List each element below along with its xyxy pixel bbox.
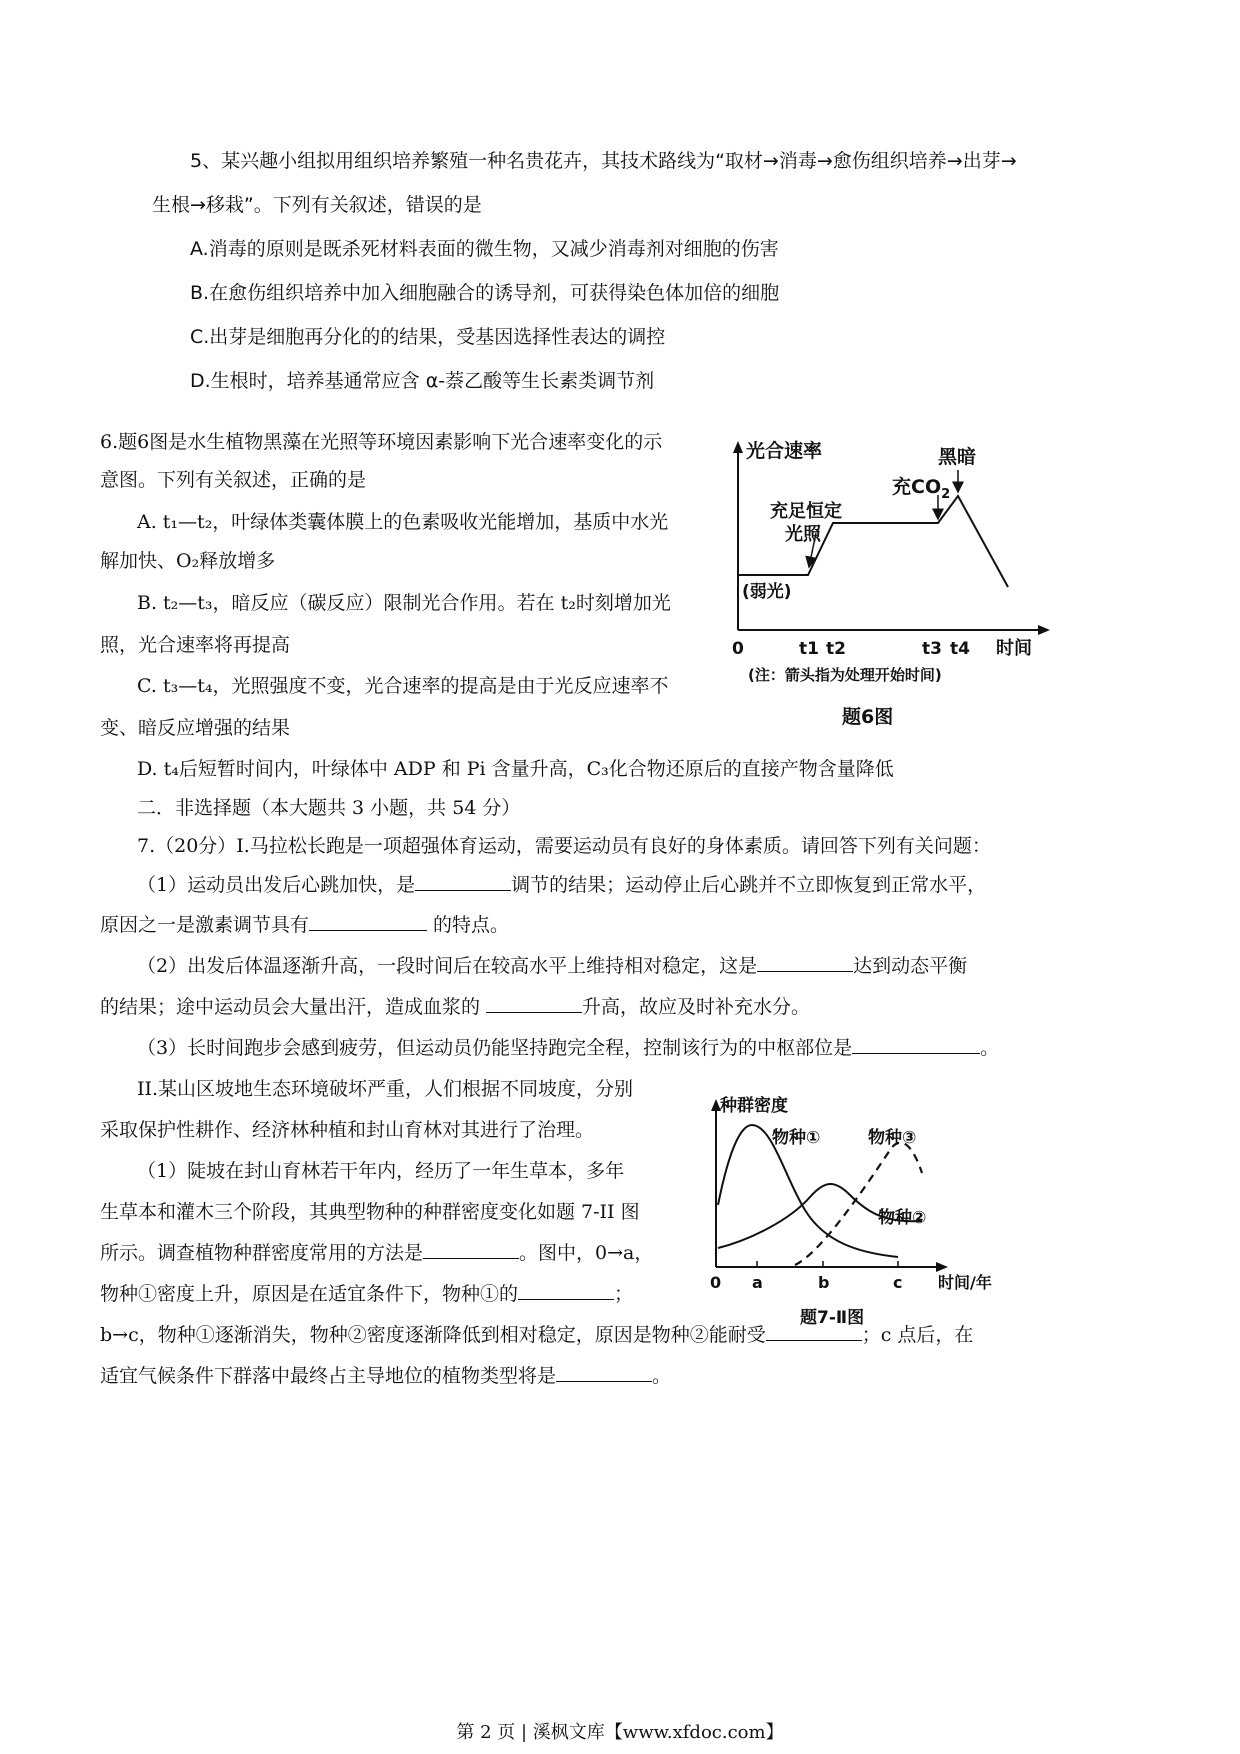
q7-1-line2 [100,912,509,938]
q6-stem-line2: 意图。下列有关叙述，正确的是 [100,469,367,491]
q7-2-blank-1 [757,953,853,972]
q6-note: (注：箭头指为处理开始时间) [748,666,942,684]
q7-1-text-c: 原因之一是激素调节具有 [100,914,310,936]
q7-ii-line8 [100,1363,671,1389]
q7-x-axis-arrow [936,1262,948,1272]
q7-ii-blank-dominant [556,1363,652,1382]
q6-figure [720,425,1160,735]
q7-1-text-a: （1）运动员出发后心跳加快，是 [137,874,416,896]
q7-ii-text-6b: ； [614,1283,634,1305]
q7-label-species1: 物种① [772,1128,821,1148]
q6-label-dark: 黑暗 [938,446,977,468]
q6-label-light-1: 充足恒定 [770,501,842,522]
q6-tick-t3: t3 [922,639,942,659]
q7-2-text-a: （2）出发后体温逐渐升高，一段时间后在较高水平上维持相对稳定，这是 [137,955,758,977]
q6-y-label: 光合速率 [746,440,823,462]
q7-3-text-a: （3）长时间跑步会感到疲劳，但运动员仍能坚持跑完全程，控制该行为的中枢部位是 [137,1037,853,1059]
q7-1-line1 [137,872,986,898]
q5-option-a: A.消毒的原则是既杀死材料表面的微生物，又减少消毒剂对细胞的伤害 [190,238,779,260]
q7-tick-b: b [818,1273,830,1292]
q7-ii-text-7b: ；c 点后，在 [861,1324,974,1346]
q5-option-b: B.在愈伤组织培养中加入细胞融合的诱导剂，可获得染色体加倍的细胞 [190,282,780,304]
q6-label-co2-sub: 2 [941,487,951,502]
q6-option-b-line2: 照，光合速率将再提高 [100,634,291,656]
q5-stem-line2: 生根→移栽”。下列有关叙述，错误的是 [152,194,482,216]
q6-tick-t4: t4 [950,639,970,659]
q7-ii-text-5b: 。图中，0→a， [519,1242,654,1264]
q6-tick-t1: t1 [799,639,819,659]
page-footer: 第 2 页 | 溪枫文库【www.xfdoc.com】 [456,1722,784,1743]
q6-option-c-line1: C. t₃—t₄，光照强度不变，光合速率的提高是由于光反应速率不 [137,675,669,697]
q6-label-co2-text: 充CO [892,476,942,498]
q7-ii-text-6a: 物种①密度上升，原因是在适宜条件下，物种①的 [100,1283,519,1305]
q7-2-line1 [137,953,967,979]
q7-1-blank-1 [415,872,511,891]
q7-2-text-d: 升高，故应及时补充水分。 [582,996,811,1018]
q7-y-label: 种群密度 [720,1096,788,1116]
q7-ii-line6 [100,1281,633,1307]
q7-1-blank-2 [309,912,427,931]
q7-3-blank [852,1035,980,1054]
q7-tick-0: 0 [710,1273,722,1292]
section-2-heading: 二．非选择题（本大题共 3 小题，共 54 分） [137,797,521,819]
q7-ii-blank-species1 [518,1281,614,1300]
q7-figure [700,1085,1030,1330]
q5-option-d: D.生根时，培养基通常应含 α-萘乙酸等生长素类调节剂 [190,370,655,392]
q7-label-species2: 物种② [878,1208,927,1228]
q7-ii-text-5a: 所示。调查植物种群密度常用的方法是 [100,1242,424,1264]
q7-caption: 题7-Ⅱ图 [800,1308,865,1328]
q6-option-a-line1: A. t₁—t₂，叶绿体类囊体膜上的色素吸收光能增加，基质中水光 [137,511,669,533]
q7-2-blank-2 [486,994,582,1013]
q6-stem-line1: 6.题6图是水生植物黑藻在光照等环境因素影响下光合速率变化的示 [100,431,663,453]
q7-ii-line5 [100,1240,653,1266]
q7-tick-a: a [752,1273,763,1292]
q6-x-axis-arrow [1038,625,1050,635]
q7-ii-line1: II.某山区坡地生态环境破坏严重，人们根据不同坡度，分别 [137,1078,634,1100]
q6-x-label: 时间 [996,638,1032,659]
q6-label-co2 [892,475,950,502]
q7-3-text-b: 。 [980,1037,1000,1059]
q7-3-line [137,1035,999,1061]
q7-ii-text-8b: 。 [652,1365,672,1387]
q7-ii-blank-method [423,1240,519,1259]
q6-tick-t2: t2 [826,639,846,659]
q7-2-line2 [100,994,810,1020]
q6-caption: 题6图 [842,706,894,728]
q6-tick-0: 0 [732,639,744,659]
q6-option-d: D. t₄后短暂时间内，叶绿体中 ADP 和 Pi 含量升高，C₃化合物还原后的直接产物含量降低 [137,758,894,780]
q7-x-label: 时间/年 [938,1273,992,1292]
q7-ii-text-7a: b→c，物种①逐渐消失，物种②密度逐渐降低到相对稳定，原因是物种②能耐受 [100,1324,766,1346]
q7-1-text-d: 的特点。 [427,914,510,936]
q5-option-c: C.出芽是细胞再分化的的结果，受基因选择性表达的调控 [190,326,666,348]
q7-ii-text-8a: 适宜气候条件下群落中最终占主导地位的植物类型将是 [100,1365,557,1387]
q6-y-axis-arrow [733,441,743,453]
q7-2-text-b: 达到动态平衡 [853,955,968,977]
q7-label-species3: 物种③ [868,1128,917,1148]
q6-option-b-line1: B. t₂—t₃，暗反应（碳反应）限制光合作用。若在 t₂时刻增加光 [137,592,671,614]
q6-label-weak: (弱光) [742,582,792,602]
q5-stem-line1: 5、某兴趣小组拟用组织培养繁殖一种名贵花卉，其技术路线为“取材→消毒→愈伤组织培养→出芽→ [190,150,1017,172]
q7-2-text-c: 的结果；途中运动员会大量出汗，造成血浆的 [100,996,487,1018]
q7-ii-line2: 采取保护性耕作、经济林种植和封山育林对其进行了治理。 [100,1119,595,1141]
q6-option-a-line2: 解加快、O₂释放增多 [100,550,276,572]
q7-1-text-b: 调节的结果；运动停止后心跳并不立即恢复到正常水平， [511,874,987,896]
q6-label-light-2: 光照 [785,524,821,545]
q7-ii-line3: （1）陡坡在封山育林若干年内，经历了一年生草本，多年 [137,1160,625,1182]
q7-ii-line4: 生草本和灌木三个阶段，其典型物种的种群密度变化如题 7-II 图 [100,1201,640,1223]
q6-option-c-line2: 变、暗反应增强的结果 [100,717,291,739]
q7-tick-c: c [893,1273,903,1292]
q7-intro: 7.（20分）I.马拉松长跑是一项超强体育运动，需要运动员有良好的身体素质。请回答下列有关问题： [137,835,991,857]
